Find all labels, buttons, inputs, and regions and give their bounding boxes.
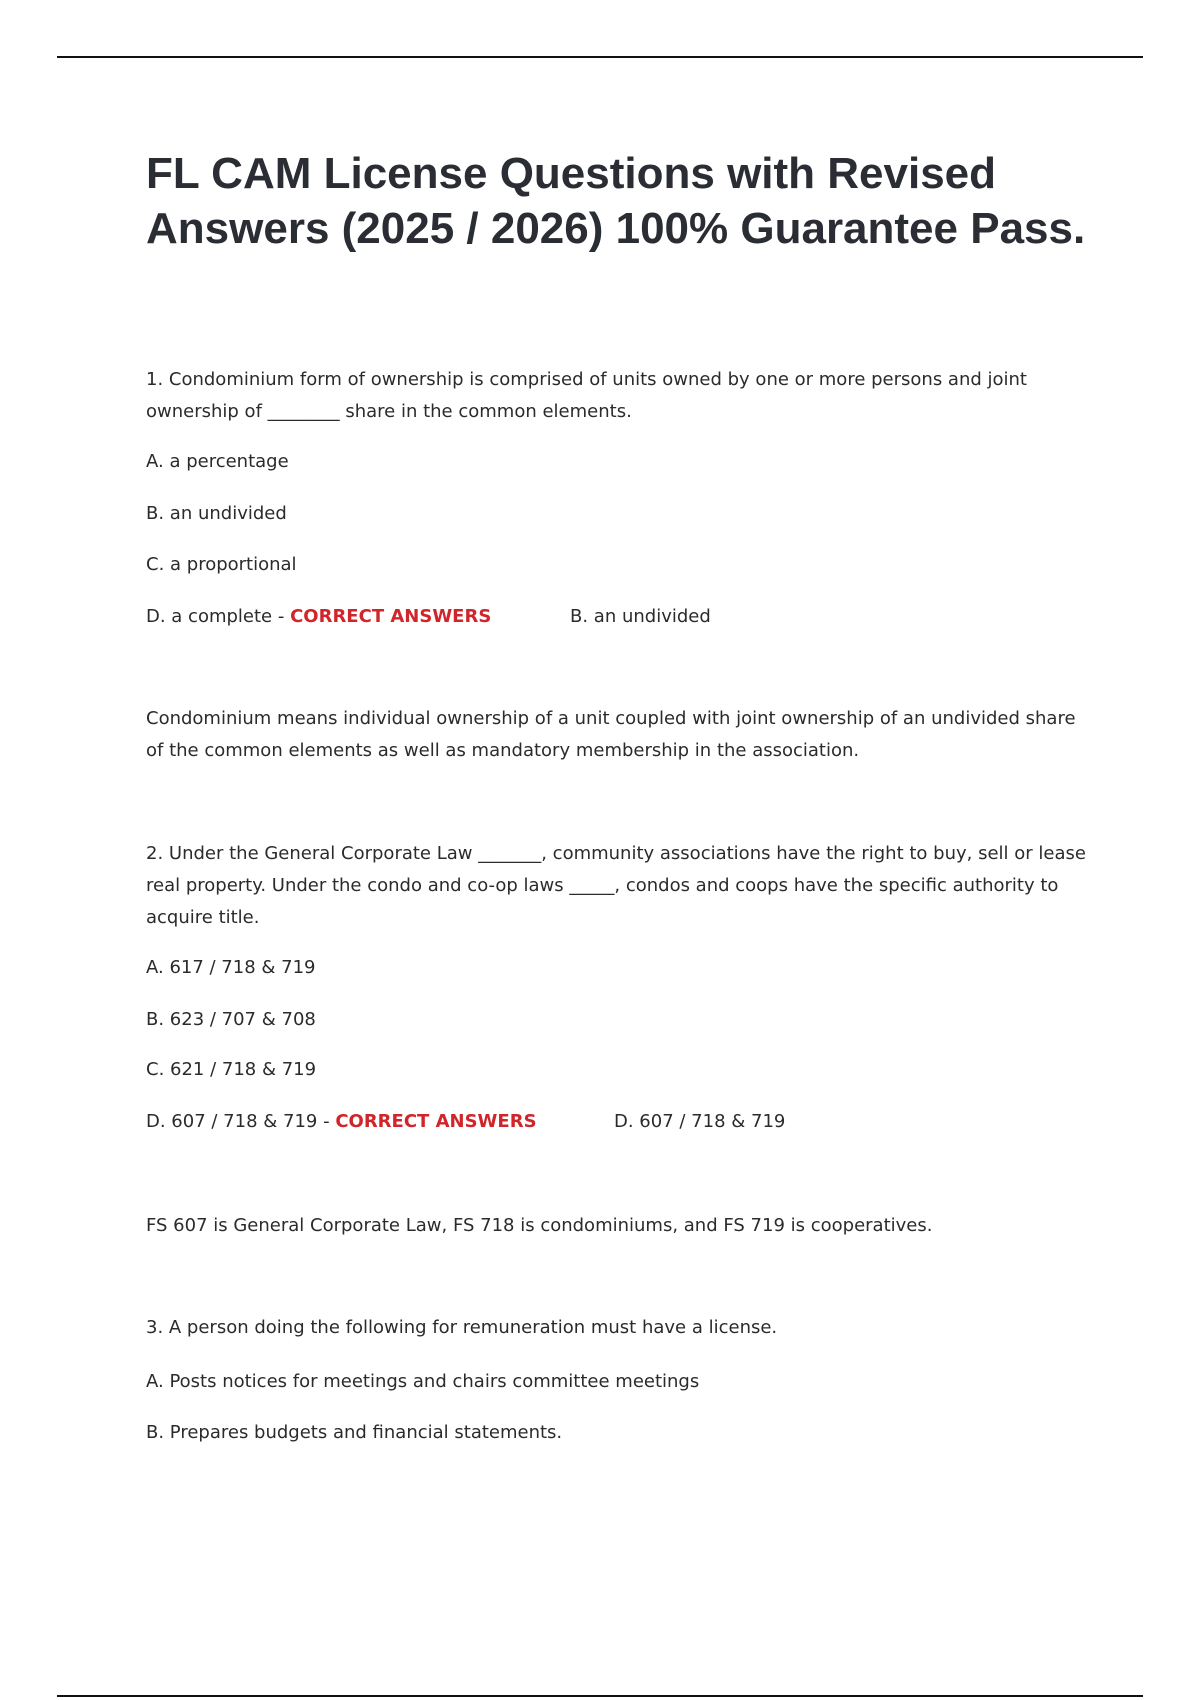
answer-option: D. a complete - <box>146 606 291 627</box>
answer-option: B. an undivided <box>146 503 287 524</box>
answer-option: A. a percentage <box>146 451 289 472</box>
question-2-option-a <box>146 956 1086 980</box>
document-title: FL CAM License Questions with Revised Answers (2025 / 2026) 100% Guarantee Pass. <box>146 149 1086 253</box>
question-1-option-d <box>146 605 1086 629</box>
question-2-option-b <box>146 1008 1086 1032</box>
answer-option: B. Prepares budgets and financial statements. <box>146 1422 563 1443</box>
question-1-option-c <box>146 553 1086 577</box>
answer-option: C. 621 / 718 & 719 <box>146 1059 317 1080</box>
question-2-option-d <box>146 1110 1086 1134</box>
question-text: 3. A person doing the following for remuneration must have a license. <box>146 1317 778 1338</box>
footer-rule <box>57 1695 1143 1697</box>
question-1-explanation <box>146 703 1086 767</box>
question-text: 1. Condominium form of ownership is comprised of units owned by one or more persons and joint ownership of ________ share in the common elements. <box>146 369 1027 422</box>
question-2-explanation <box>146 1210 1086 1242</box>
question-2-option-c <box>146 1058 1086 1082</box>
answer-option: A. Posts notices for meetings and chairs committee meetings <box>146 1371 700 1392</box>
document-content <box>146 146 1086 1443</box>
explanation-text: Condominium means individual ownership of a unit coupled with joint ownership of an undivided share of the common elements as well as mandatory membership in the association. <box>146 708 1076 761</box>
question-1-option-a <box>146 450 1086 474</box>
question-3-option-a <box>146 1370 1086 1394</box>
question-2 <box>146 838 1086 934</box>
answer-option: C. a proportional <box>146 554 297 575</box>
question-1-option-b <box>146 502 1086 526</box>
correct-answers-label: CORRECT ANSWERS <box>290 606 492 627</box>
header-rule <box>57 56 1143 58</box>
correct-answer-value: B. an undivided <box>570 606 711 627</box>
explanation-text: FS 607 is General Corporate Law, FS 718 is condominiums, and FS 719 is cooperatives. <box>146 1215 933 1236</box>
correct-answers-label: CORRECT ANSWERS <box>335 1111 537 1132</box>
answer-option: B. 623 / 707 & 708 <box>146 1009 316 1030</box>
question-text: 2. Under the General Corporate Law _______, community associations have the right to buy, sell or lease real property. Under the condo and co-op laws _____, condos and coops have the specific authority to acquire title. <box>146 843 1086 928</box>
question-3-option-b <box>146 1421 1086 1445</box>
question-1 <box>146 364 1086 428</box>
answer-option: A. 617 / 718 & 719 <box>146 957 316 978</box>
answer-option: D. 607 / 718 & 719 - <box>146 1111 336 1132</box>
question-3 <box>146 1312 1086 1344</box>
correct-answer-value: D. 607 / 718 & 719 <box>614 1111 786 1132</box>
